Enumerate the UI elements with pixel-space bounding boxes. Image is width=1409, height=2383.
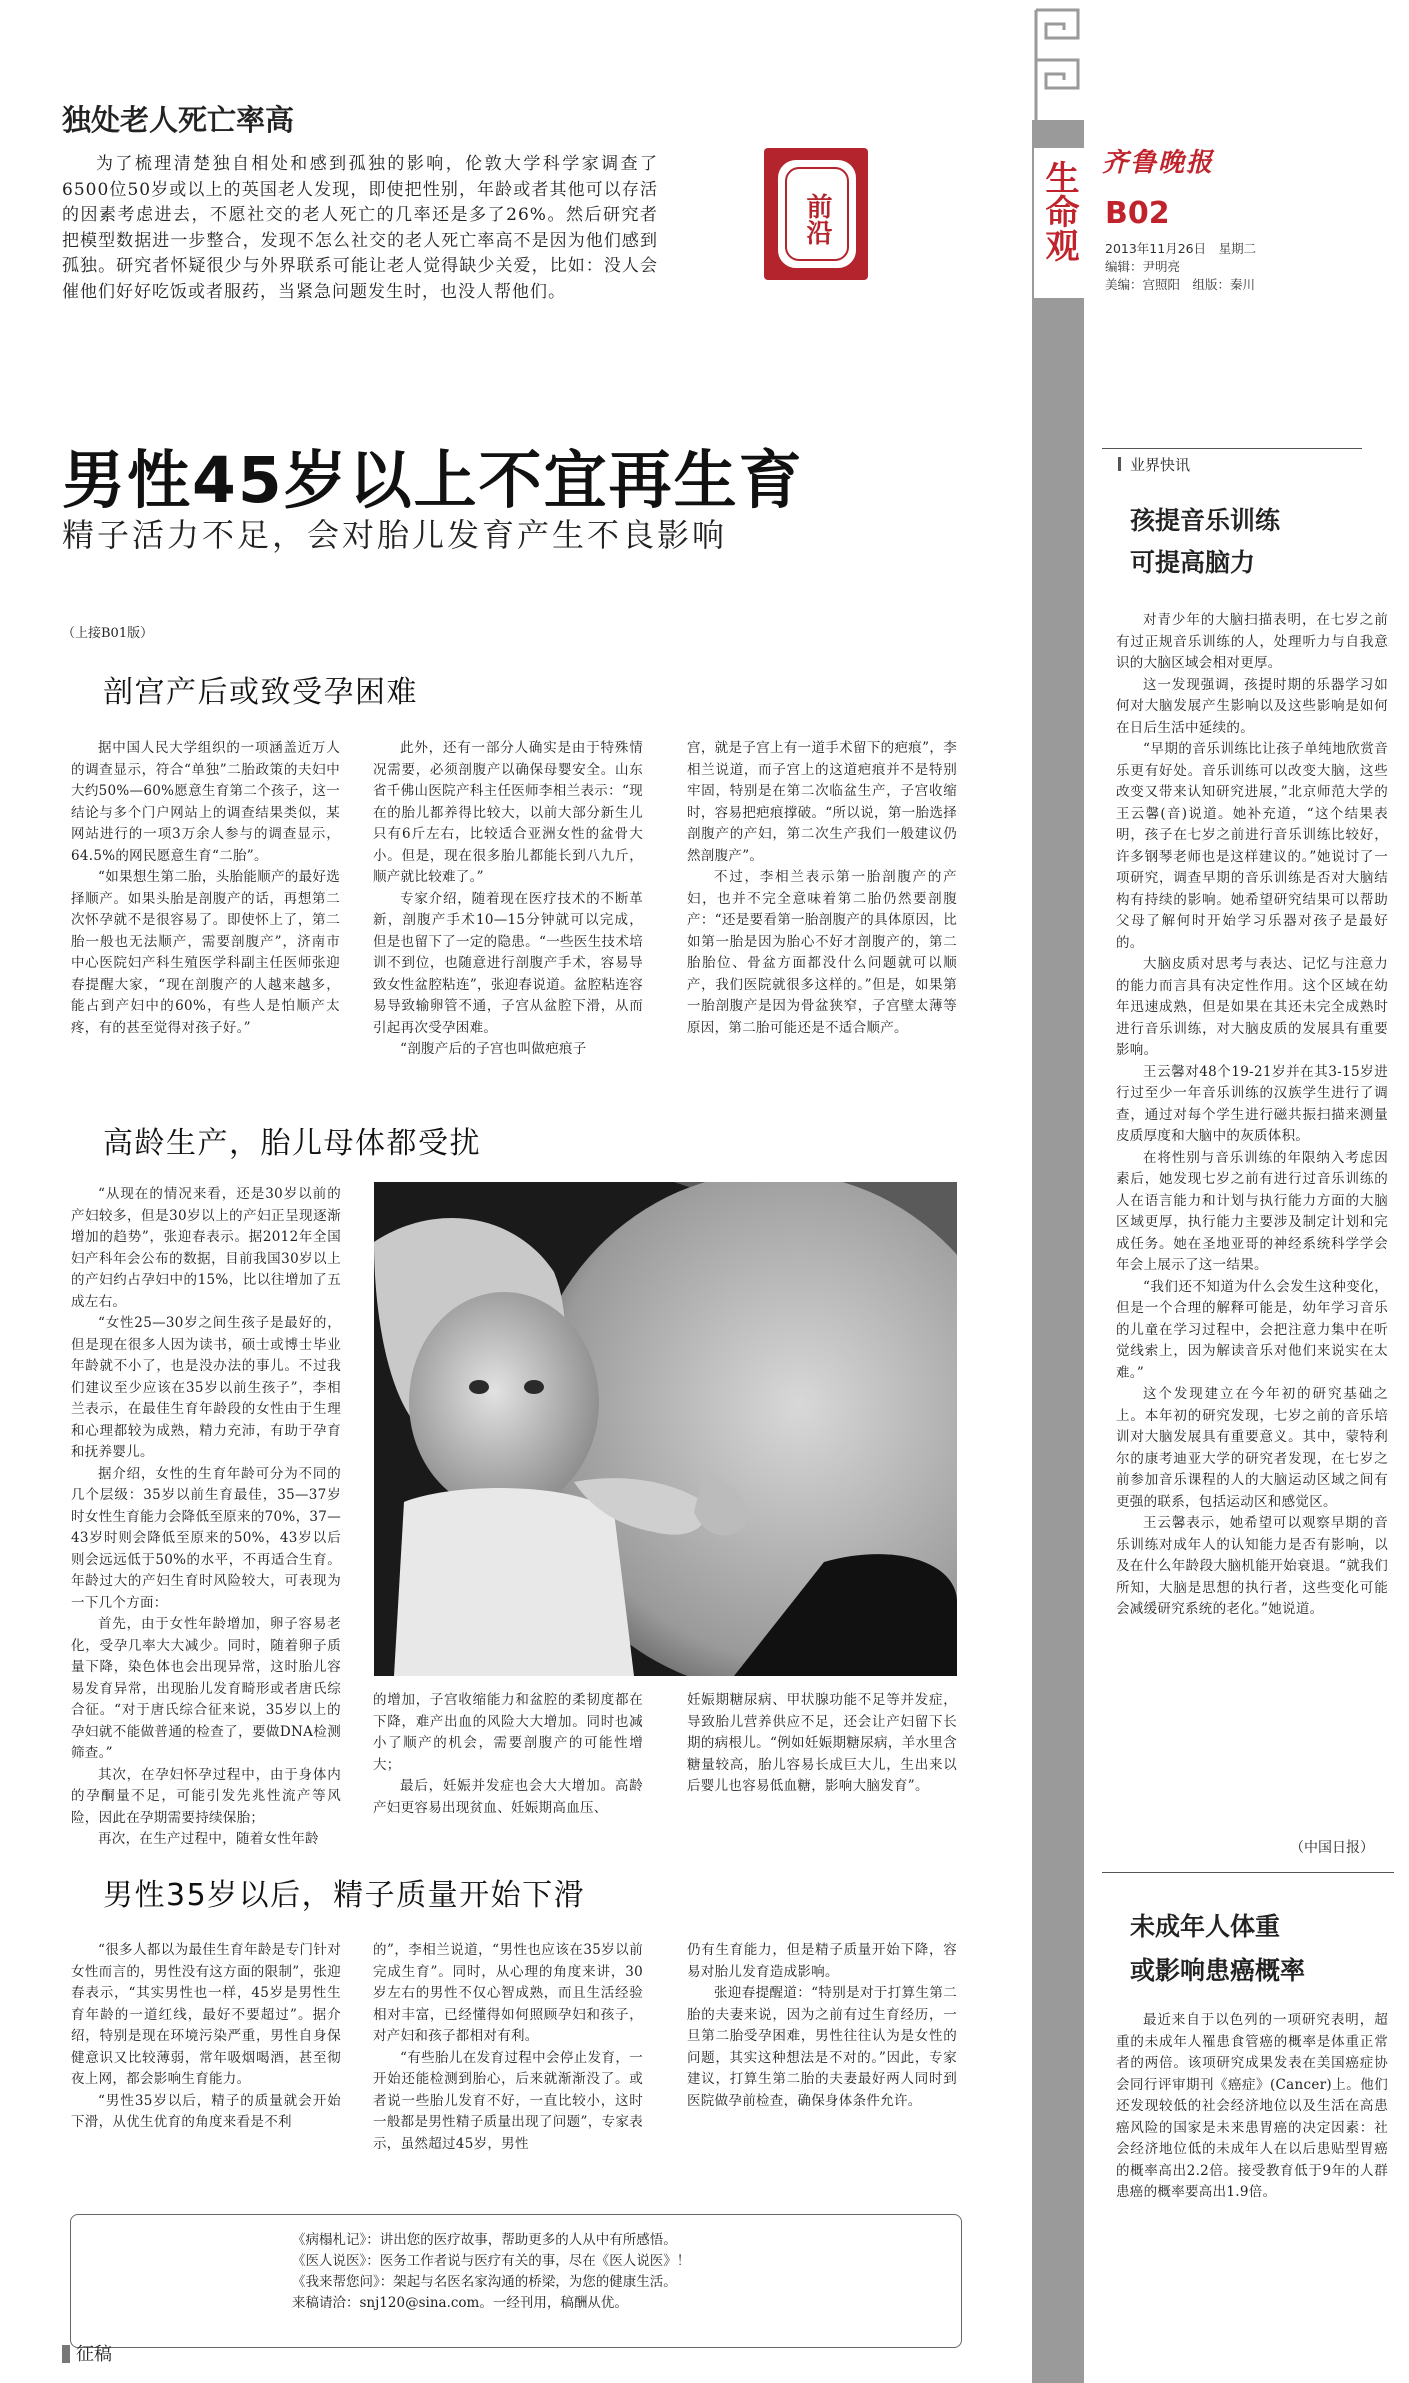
paragraph: 最后，妊娠并发症也会大大增加。高龄产妇更容易出现贫血、妊娠期高血压、: [373, 1778, 643, 1816]
paragraph: 的”，李相兰说道，“男性也应该在35岁以前完成生育”。同时，从心理的角度来讲，30岁左右的男性不仅心智成熟，而且生活经验相对丰富，已经懂得如何照顾孕妇和孩子，对产妇和孩子都相对有利。: [373, 1942, 643, 2044]
paragraph: 最近来自于以色列的一项研究表明，超重的未成年人罹患食管癌的概率是体重正常者的两倍。该项研究成果发表在美国癌症协会同行评审期刊《癌症》(Cancer)上。他们还发现较低的社会经济地位以及生活在高患癌风险的国家是未来患胃癌的决定因素：社会经济地位低的未成年人在以后患贴型胃癌的概率高出2.2倍。接受教育低于9年的人群患癌的概率要高出1.9倍。: [1116, 2012, 1388, 2200]
newspaper-logo: 齐鲁晚报: [1102, 148, 1215, 178]
article-column: [373, 1940, 643, 2155]
paragraph: 再次，在生产过程中，随着女性年龄: [98, 1831, 319, 1847]
paragraph: “女性25—30岁之间生孩子是最好的，但是现在很多人因为读书，硕士或博士毕业年龄就不小了，也是没办法的事儿。不过我们建议至少应该在35岁以前生孩子”，李相兰表示，在最佳生育年龄段的女性由于生理和心理都较为成熟，精力充沛，有助于孕育和抚养婴儿。: [71, 1315, 341, 1460]
paragraph: 仍有生育能力，但是精子质量开始下降，容易对胎儿发育造成影响。: [687, 1942, 957, 1980]
article-title: 男性45岁以上不宜再生育: [62, 444, 804, 517]
paragraph: “早期的音乐训练比让孩子单纯地欣赏音乐更有好处。音乐训练可以改变大脑，这些改变又带来认知研究进展，”北京师范大学的王云馨(音)说道。她补充道，“这个结果表明，孩子在七岁之前进行音乐训练比较好，许多钢琴老师也是这样建议的。”她说讨了一项研究，调查早期的音乐训练是否对大脑结构有持续的影响。她希望研究结果可以帮助父母了解何时开始学习乐器对孩子是最好的。: [1116, 741, 1388, 951]
sidebar-tag: 业界快讯: [1130, 456, 1191, 474]
paragraph: “剖腹产后的子宫也叫做疤痕子: [400, 1041, 587, 1057]
page-number: B02: [1105, 196, 1170, 231]
section-label: [1034, 148, 1084, 298]
submission-label: 征稿: [62, 2340, 112, 2366]
submission-contact: 来稿请洽：snj120@sina.com。一经刊用，稿酬从优。: [292, 2295, 628, 2311]
paragraph: 其次，在孕妇怀孕过程中，由于身体内的孕酮量不足，可能引发先兆性流产等风险，因此在孕期需要持续保胎；: [71, 1766, 341, 1826]
paragraph: 专家介绍，随着现在医疗技术的不断革新，剖腹产手术10—15分钟就可以完成，但是也留下了一定的隐患。“一些医生技术培训不到位，也随意进行剖腹产手术，容易导致女性盆腔粘连”，张迎春说道。盆腔粘连容易导致输卵管不通，子宫从盆腔下滑，从而引起再次受孕困难。: [373, 890, 643, 1036]
article-column: [373, 1690, 643, 1819]
brief-title: 独处老人死亡率高: [62, 103, 295, 137]
paragraph: 妊娠期糖尿病、甲状腺功能不足等并发症，导致胎儿营养供应不足，还会让产妇留下长期的病根儿。“例如妊娠期糖尿病，羊水里含糖量较高，胎儿容易长成巨大儿，生出来以后婴儿也容易低血糖，影响大脑发育”。: [687, 1692, 957, 1794]
sidebar-source: （中国日报）: [1290, 1840, 1374, 1856]
article-column: [71, 1940, 341, 2134]
paragraph: 王云馨对48个19-21岁并在其3-15岁进行过至少一年音乐训练的汉族学生进行了调查，通过对每个学生进行磁共振扫描来测量皮质厚度和大脑中的灰质体积。: [1116, 1063, 1388, 1144]
article-column: [71, 1184, 341, 1851]
paragraph: 宫，就是子宫上有一道手术留下的疤痕”，李相兰说道，而子宫上的这道疤痕并不是特别牢固，特别是在第二次临盆生产，子宫收缩时，容易把疤痕撑破。“所以说，第一胎选择剖腹产的产妇，第二次生产我们一般建议仍然剖腹产”。: [687, 740, 957, 864]
paragraph: “从现在的情况来看，还是30岁以前的产妇较多，但是30岁以上的产妇正呈现逐渐增加的趋势”，张迎春表示。据2012年全国妇产科年会公布的数据，目前我国30岁以上的产妇约占孕妇中的15%，比以往增加了五成左右。: [71, 1186, 341, 1310]
brief-text: 为了梳理清楚独自相处和感到孤独的影响，伦敦大学科学家调查了6500位50岁或以上的英国老人发现，即使把性别，年龄或者其他可以存活的因素考虑进去，不愿社交的老人死亡的几率还是多了26%。然后研究者把模型数据进一步整合，发现不怎么社交的老人死亡率高不是因为他们感到孤独。研究者怀疑很少与外界联系可能让老人觉得缺少关爱，比如：没人会催他们好好吃饭或者服药，当紧急问题发生时，也没人帮他们。: [62, 154, 658, 302]
page-side-band: [1032, 0, 1084, 2383]
paragraph: “男性35岁以后，精子的质量就会开始下滑，从优生优育的角度来看是不利: [71, 2092, 341, 2130]
paragraph: 这个发现建立在今年初的研究基础之上。本年初的研究发现，七岁之前的音乐培训对大脑发展具有重要意义。其中，蒙特利尔的康考迪亚大学的研究者发现，在七岁之前参加音乐课程的人的大脑运动区域之间有更强的联系，包括运动区和感觉区。: [1116, 1386, 1388, 1510]
sidebar-rule: [1102, 448, 1362, 449]
article-column: [687, 738, 957, 1039]
section-label-text: 生命观: [1039, 160, 1079, 262]
paragraph: 大脑皮质对思考与表达、记忆与注意力的能力而言具有决定性作用。这个区域在幼年迅速成熟，但是如果在其还未完全成熟时进行音乐训练，对大脑皮质的发展具有重要影响。: [1116, 956, 1388, 1058]
sidebar-item-title: [1130, 500, 1280, 584]
submission-list: [292, 2230, 690, 2314]
article-subtitle: 精子活力不足，会对胎儿发育产生不良影响: [62, 516, 728, 554]
paragraph: 此外，还有一部分人确实是由于特殊情况需要，必须剖腹产以确保母婴安全。山东省千佛山医院产科主任医师李相兰表示：“现在的胎儿都养得比较大，以前大部分新生儿只有6斤左右，比较适合亚洲女性的盆骨大小。但是，现在很多胎儿都能长到八九斤，顺产就比较难了。”: [373, 740, 643, 885]
article-column: [71, 738, 340, 1039]
paragraph: 这一发现强调，孩提时期的乐器学习如何对大脑发展产生影响以及这些影响是如何在日后生活中延续的。: [1116, 676, 1388, 736]
submission-item: 《我来帮您问》：架起与名医名家沟通的桥梁，为您的健康生活。: [292, 2274, 677, 2290]
article-photo: [374, 1182, 957, 1676]
paragraph: 对青少年的大脑扫描表明，在七岁之前有过正规音乐训练的人，处理听力与自我意识的大脑区域会相对更厚。: [1116, 612, 1388, 671]
band-ornament-icon: [1032, 0, 1084, 120]
design-credit: 美编：宫照阳 组版：秦川: [1105, 277, 1256, 292]
seal-text: 前沿: [785, 167, 849, 261]
title-line: 可提高脑力: [1130, 548, 1256, 577]
frontier-seal: [764, 148, 868, 280]
sidebar-item-title: [1130, 1905, 1305, 1993]
submission-item: 《病榻札记》：讲出您的医疗故事，帮助更多的人从中有所感悟。: [292, 2232, 677, 2248]
section-title: 男性35岁以后，精子质量开始下滑: [103, 1878, 586, 1913]
child-and-pregnant-belly-image: [374, 1182, 957, 1676]
paragraph: 首先，由于女性年龄增加，卵子容易老化，受孕几率大大减少。同时，随着卵子质量下降，染色体也会出现异常，这时胎儿容易发育异常，出现胎儿发育畸形或者唐氏综合征。“对于唐氏综合征来说，35岁以上的孕妇就不能做普通的检查了，要做DNA检测筛查。”: [71, 1616, 341, 1761]
article-column: [687, 1690, 957, 1798]
issue-date: 2013年11月26日 星期二: [1105, 241, 1257, 256]
title-line: 未成年人体重: [1130, 1912, 1281, 1941]
paragraph: 在将性别与音乐训练的年限纳入考虑因素后，她发现七岁之前有进行过音乐训练的人在语言能力和计划与执行能力方面的大脑区域更厚，执行能力主要涉及制定计划和完成任务。她在圣地亚哥的神经系统科学学会年会上展示了这一结果。: [1116, 1149, 1388, 1273]
paragraph: 据介绍，女性的生育年龄可分为不同的几个层级：35岁以前生育最佳，35—37岁时女性生育能力会降低至原来的70%，37—43岁时则会降低至原来的50%，43岁以后则会远远低于50%的水平，不再适合生育。年龄过大的产妇生育时风险较大，可表现为一下几个方面：: [71, 1465, 341, 1611]
paragraph: “如果想生第二胎，头胎能顺产的最好选择顺产。如果头胎是剖腹产的话，再想第二次怀孕就不是很容易了。即使怀上了，第二胎一般也无法顺产，需要剖腹产”，济南市中心医院妇产科生殖医学科副主任医师张迎春提醒大家，“现在剖腹产的人越来越多，能占到产妇中的60%，有些人是怕顺产太疼，有的甚至觉得对孩子好。”: [71, 869, 340, 1036]
sidebar-item-body: [1116, 610, 1388, 1621]
section-title: 剖宫产后或致受孕困难: [103, 675, 418, 710]
paragraph: 不过，李相兰表示第一胎剖腹产的产妇，也并不完全意味着第二胎仍然要剖腹产：“还是要看第一胎剖腹产的具体原因，比如第一胎是因为胎心不好才剖腹产的，第二胎胎位、骨盆方面都没什么问题就可以顺产，我们医院就很多这样的。”但是，如果第一胎剖腹产是因为骨盆狭窄，子宫壁太薄等原因，第二胎可能还是不适合顺产。: [687, 869, 957, 1036]
editor-credit: 编辑：尹明亮: [1105, 259, 1181, 274]
paragraph: “很多人都以为最佳生育年龄是专门针对女性而言的，男性没有这方面的限制”，张迎春表示，“其实男性也一样，45岁是男性生育年龄的一道红线，最好不要超过”。据介绍，特别是现在环境污染严重，男性自身保健意识又比较薄弱，常年吸烟喝酒，甚至彻夜上网，都会影响生育能力。: [71, 1942, 341, 2087]
paragraph: 据中国人民大学组织的一项涵盖近万人的调查显示，符合“单独”二胎政策的夫妇中大约50%—60%愿意生育第二个孩子，这一结论与多个门户网站上的调查结果类似，某网站进行的一项3万余人参与的调查显示，64.5%的网民愿意生育“二胎”。: [71, 740, 340, 864]
sidebar-separator: [1102, 1872, 1394, 1873]
paragraph: “我们还不知道为什么会发生这种变化，但是一个合理的解释可能是，幼年学习音乐的儿童在学习过程中，会把注意力集中在听觉线索上，因为解读音乐对他们来说实在太难。”: [1116, 1278, 1388, 1381]
paragraph: 张迎春提醒道：“特别是对于打算生第二胎的夫妻来说，因为之前有过生育经历，一旦第二胎受孕困难，男性往往认为是女性的问题，其实这种想法是不对的。”因此，专家建议，打算生第二胎的夫妻最好两人同时到医院做孕前检查，确保身体条件允许。: [687, 1985, 957, 2109]
paragraph: 王云馨表示，她希望可以观察早期的音乐训练对成年人的认知能力是否有影响，以及在什么年龄段大脑机能开始衰退。“就我们所知，大脑是思想的执行者，这些变化可能会减缓研究系统的老化。”她说道。: [1116, 1515, 1388, 1617]
submission-item: 《医人说医》：医务工作者说与医疗有关的事，尽在《医人说医》！: [292, 2253, 691, 2269]
title-line: 孩提音乐训练: [1130, 506, 1281, 535]
paragraph: “有些胎儿在发育过程中会停止发育，一开始还能检测到胎心，后来就渐渐没了。或者说一些胎儿发育不好，一直比较小，这时一般都是男性精子质量出现了问题”，专家表示，虽然超过45岁，男性: [373, 2049, 643, 2152]
article-column: [373, 738, 643, 1061]
title-line: 或影响患癌概率: [1130, 1956, 1306, 1985]
sidebar-item-body: [1116, 2010, 1388, 2204]
article-column: [687, 1940, 957, 2112]
section-title: 高龄生产，胎儿母体都受扰: [103, 1126, 481, 1161]
masthead-meta: [1105, 240, 1256, 294]
continued-note: （上接B01版）: [62, 626, 154, 641]
paragraph: 的增加，子宫收缩能力和盆腔的柔韧度都在下降，难产出血的风险大大增加。同时也减小了顺产的机会，需要剖腹产的可能性增大；: [373, 1692, 643, 1773]
